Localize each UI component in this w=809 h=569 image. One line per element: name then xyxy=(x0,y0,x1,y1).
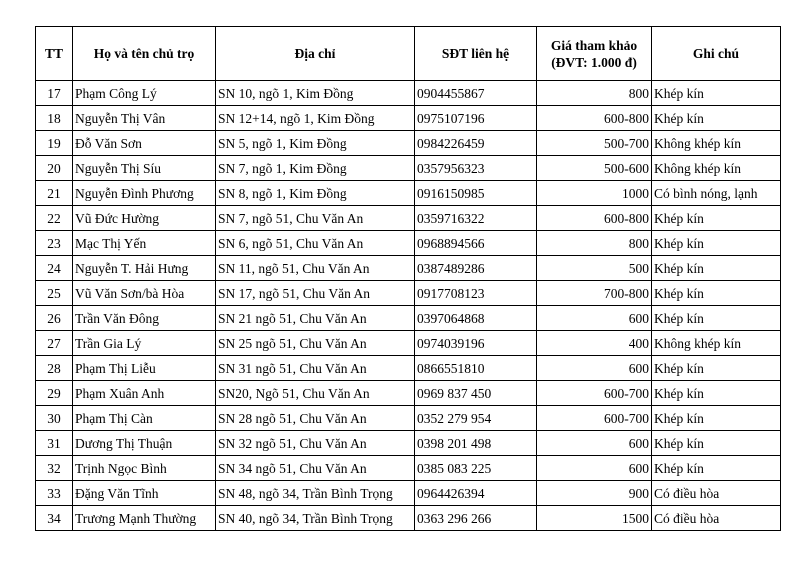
cell-address: SN 28 ngõ 51, Chu Văn An xyxy=(216,406,415,431)
table-body xyxy=(36,81,781,531)
cell-address: SN 10, ngõ 1, Kim Đồng xyxy=(216,81,415,106)
cell-address: SN 32 ngõ 51, Chu Văn An xyxy=(216,431,415,456)
cell-tt: 21 xyxy=(36,181,73,206)
cell-tt: 34 xyxy=(36,506,73,531)
cell-note: Khép kín xyxy=(652,356,781,381)
cell-phone: 0969 837 450 xyxy=(415,381,537,406)
table-row xyxy=(36,356,781,381)
cell-phone: 0357956323 xyxy=(415,156,537,181)
table-row xyxy=(36,81,781,106)
cell-price: 800 xyxy=(537,81,652,106)
header-name: Họ và tên chủ trọ xyxy=(73,27,216,81)
table-row xyxy=(36,331,781,356)
header-address: Địa chỉ xyxy=(216,27,415,81)
cell-phone: 0385 083 225 xyxy=(415,456,537,481)
table-row xyxy=(36,256,781,281)
cell-price: 600-700 xyxy=(537,406,652,431)
cell-address: SN 8, ngõ 1, Kim Đồng xyxy=(216,181,415,206)
cell-phone: 0398 201 498 xyxy=(415,431,537,456)
table-row xyxy=(36,206,781,231)
table-row xyxy=(36,306,781,331)
cell-name: Trần Văn Đông xyxy=(73,306,216,331)
cell-phone: 0968894566 xyxy=(415,231,537,256)
cell-address: SN 31 ngõ 51, Chu Văn An xyxy=(216,356,415,381)
cell-note: Khép kín xyxy=(652,206,781,231)
cell-name: Trương Mạnh Thường xyxy=(73,506,216,531)
cell-note: Khép kín xyxy=(652,281,781,306)
cell-address: SN 40, ngõ 34, Trần Bình Trọng xyxy=(216,506,415,531)
table-row xyxy=(36,281,781,306)
cell-phone: 0387489286 xyxy=(415,256,537,281)
header-price xyxy=(537,27,652,81)
cell-phone: 0984226459 xyxy=(415,131,537,156)
cell-note: Khép kín xyxy=(652,106,781,131)
cell-tt: 26 xyxy=(36,306,73,331)
cell-note: Không khép kín xyxy=(652,331,781,356)
cell-name: Nguyễn Đình Phương xyxy=(73,181,216,206)
cell-phone: 0866551810 xyxy=(415,356,537,381)
cell-price: 600-800 xyxy=(537,206,652,231)
cell-price: 600-700 xyxy=(537,381,652,406)
cell-address: SN 7, ngõ 1, Kim Đồng xyxy=(216,156,415,181)
table-row xyxy=(36,181,781,206)
cell-address: SN 7, ngõ 51, Chu Văn An xyxy=(216,206,415,231)
cell-note: Không khép kín xyxy=(652,131,781,156)
cell-tt: 27 xyxy=(36,331,73,356)
header-phone: SĐT liên hệ xyxy=(415,27,537,81)
cell-price: 600-800 xyxy=(537,106,652,131)
cell-price: 500-600 xyxy=(537,156,652,181)
cell-note: Khép kín xyxy=(652,231,781,256)
cell-tt: 32 xyxy=(36,456,73,481)
cell-address: SN 21 ngõ 51, Chu Văn An xyxy=(216,306,415,331)
cell-tt: 20 xyxy=(36,156,73,181)
cell-price: 800 xyxy=(537,231,652,256)
cell-phone: 0352 279 954 xyxy=(415,406,537,431)
cell-tt: 19 xyxy=(36,131,73,156)
landlord-table xyxy=(35,26,781,531)
cell-name: Trần Gia Lý xyxy=(73,331,216,356)
cell-tt: 23 xyxy=(36,231,73,256)
cell-address: SN 34 ngõ 51, Chu Văn An xyxy=(216,456,415,481)
cell-price: 1000 xyxy=(537,181,652,206)
cell-tt: 33 xyxy=(36,481,73,506)
cell-note: Có điều hòa xyxy=(652,481,781,506)
cell-name: Phạm Xuân Anh xyxy=(73,381,216,406)
cell-name: Đỗ Văn Sơn xyxy=(73,131,216,156)
cell-phone: 0359716322 xyxy=(415,206,537,231)
cell-tt: 25 xyxy=(36,281,73,306)
cell-note: Không khép kín xyxy=(652,156,781,181)
table-row xyxy=(36,456,781,481)
cell-note: Khép kín xyxy=(652,306,781,331)
cell-address: SN20, Ngõ 51, Chu Văn An xyxy=(216,381,415,406)
cell-name: Vũ Văn Sơn/bà Hòa xyxy=(73,281,216,306)
cell-tt: 24 xyxy=(36,256,73,281)
cell-phone: 0397064868 xyxy=(415,306,537,331)
cell-tt: 18 xyxy=(36,106,73,131)
header-row xyxy=(36,27,781,81)
cell-phone: 0363 296 266 xyxy=(415,506,537,531)
cell-phone: 0916150985 xyxy=(415,181,537,206)
table-row xyxy=(36,131,781,156)
cell-name: Nguyễn T. Hải Hưng xyxy=(73,256,216,281)
table-row xyxy=(36,481,781,506)
cell-address: SN 6, ngõ 51, Chu Văn An xyxy=(216,231,415,256)
cell-note: Khép kín xyxy=(652,256,781,281)
cell-address: SN 48, ngõ 34, Trần Bình Trọng xyxy=(216,481,415,506)
cell-tt: 29 xyxy=(36,381,73,406)
cell-tt: 17 xyxy=(36,81,73,106)
header-note: Ghi chú xyxy=(652,27,781,81)
cell-tt: 28 xyxy=(36,356,73,381)
cell-price: 600 xyxy=(537,306,652,331)
cell-price: 900 xyxy=(537,481,652,506)
cell-note: Có bình nóng, lạnh xyxy=(652,181,781,206)
cell-price: 500 xyxy=(537,256,652,281)
cell-price: 400 xyxy=(537,331,652,356)
cell-price: 600 xyxy=(537,431,652,456)
cell-tt: 31 xyxy=(36,431,73,456)
cell-name: Phạm Thị Liễu xyxy=(73,356,216,381)
table-row xyxy=(36,431,781,456)
cell-name: Nguyễn Thị Síu xyxy=(73,156,216,181)
header-price-line1: Giá tham khảo xyxy=(550,37,638,53)
table-row xyxy=(36,406,781,431)
cell-price: 700-800 xyxy=(537,281,652,306)
cell-phone: 0975107196 xyxy=(415,106,537,131)
cell-phone: 0964426394 xyxy=(415,481,537,506)
cell-name: Vũ Đức Hường xyxy=(73,206,216,231)
table-row xyxy=(36,231,781,256)
cell-name: Trịnh Ngọc Bình xyxy=(73,456,216,481)
cell-phone: 0904455867 xyxy=(415,81,537,106)
cell-tt: 22 xyxy=(36,206,73,231)
cell-phone: 0917708123 xyxy=(415,281,537,306)
cell-address: SN 12+14, ngõ 1, Kim Đồng xyxy=(216,106,415,131)
cell-name: Phạm Thị Càn xyxy=(73,406,216,431)
table-row xyxy=(36,106,781,131)
cell-note: Khép kín xyxy=(652,431,781,456)
cell-tt: 30 xyxy=(36,406,73,431)
header-price-line2: (ĐVT: 1.000 đ) xyxy=(551,54,637,70)
cell-address: SN 17, ngõ 51, Chu Văn An xyxy=(216,281,415,306)
cell-note: Khép kín xyxy=(652,381,781,406)
cell-address: SN 25 ngõ 51, Chu Văn An xyxy=(216,331,415,356)
cell-price: 600 xyxy=(537,356,652,381)
table-row xyxy=(36,506,781,531)
cell-address: SN 5, ngõ 1, Kim Đồng xyxy=(216,131,415,156)
table-row xyxy=(36,381,781,406)
cell-note: Khép kín xyxy=(652,456,781,481)
cell-name: Phạm Công Lý xyxy=(73,81,216,106)
cell-address: SN 11, ngõ 51, Chu Văn An xyxy=(216,256,415,281)
cell-price: 600 xyxy=(537,456,652,481)
cell-price: 500-700 xyxy=(537,131,652,156)
cell-note: Khép kín xyxy=(652,406,781,431)
cell-name: Đặng Văn Tĩnh xyxy=(73,481,216,506)
cell-name: Nguyễn Thị Vân xyxy=(73,106,216,131)
cell-note: Khép kín xyxy=(652,81,781,106)
cell-note: Có điều hòa xyxy=(652,506,781,531)
cell-name: Mạc Thị Yến xyxy=(73,231,216,256)
cell-name: Dương Thị Thuận xyxy=(73,431,216,456)
cell-price: 1500 xyxy=(537,506,652,531)
header-tt: TT xyxy=(36,27,73,81)
table-row xyxy=(36,156,781,181)
cell-phone: 0974039196 xyxy=(415,331,537,356)
